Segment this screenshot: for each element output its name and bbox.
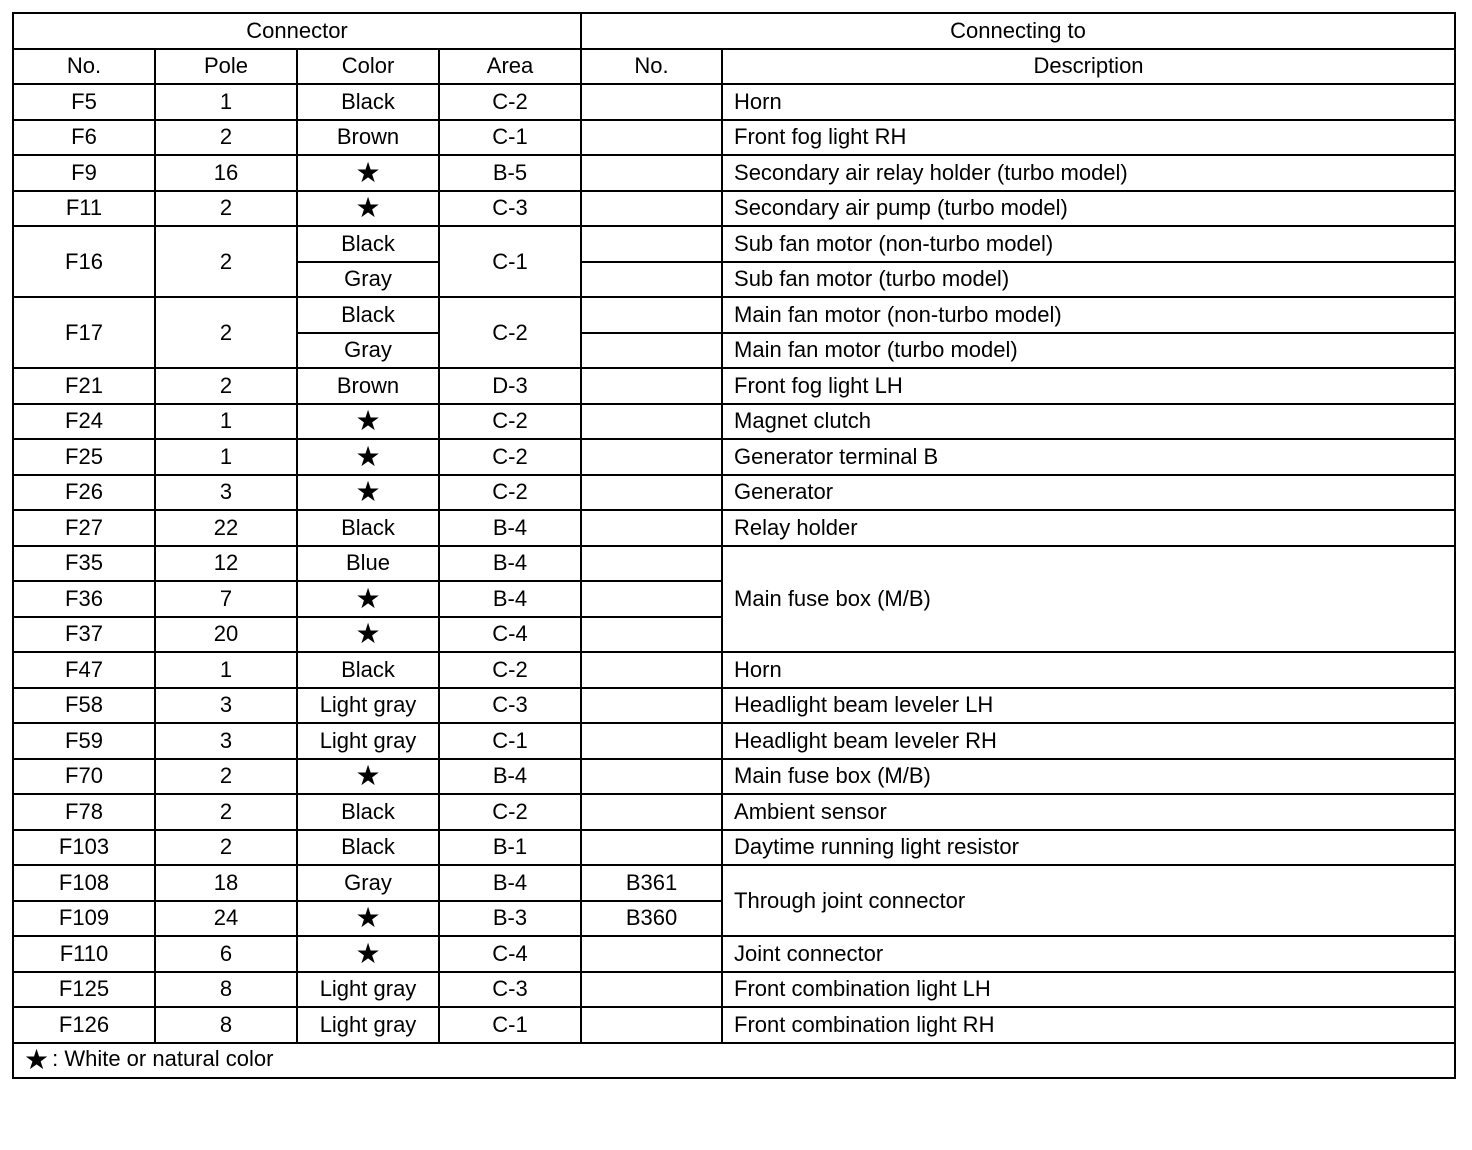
area-cell: C-2 [439,794,581,830]
table-row [13,84,1455,120]
legend [13,1043,1455,1079]
area-cell: B-4 [439,865,581,901]
pole-count: 2 [155,120,297,156]
pole-count: 2 [155,368,297,404]
color-cell: Black [297,510,439,546]
column-header-no: No. [13,49,155,85]
connector-group-header: Connector [13,13,581,49]
area-cell: D-3 [439,368,581,404]
connecting-to-group-header: Connecting to [581,13,1455,49]
area-cell: C-4 [439,936,581,972]
white-star-icon: ★ [297,581,439,617]
pole-count: 2 [155,830,297,866]
connector-no: F47 [13,652,155,688]
area-cell: C-2 [439,404,581,440]
white-star-icon: ★ [297,759,439,795]
description-cell: Horn [722,84,1455,120]
pole-count: 24 [155,901,297,937]
connector-no: F17 [13,297,155,368]
pole-count: 8 [155,972,297,1008]
connector-no: F58 [13,688,155,724]
pole-count: 20 [155,617,297,653]
connecting-no [581,262,722,298]
connector-no: F36 [13,581,155,617]
description-cell: Headlight beam leveler RH [722,723,1455,759]
pole-count: 1 [155,652,297,688]
table-row [13,404,1455,440]
area-cell: C-2 [439,84,581,120]
white-star-icon: ★ [297,936,439,972]
connecting-no [581,759,722,795]
description-cell: Front combination light LH [722,972,1455,1008]
table-row [13,865,1455,901]
column-header-description: Description [722,49,1455,85]
column-header-color: Color [297,49,439,85]
description-cell: Front fog light LH [722,368,1455,404]
white-star-icon: ★ [297,617,439,653]
color-cell: Black [297,794,439,830]
description-cell: Headlight beam leveler LH [722,688,1455,724]
area-cell: C-1 [439,1007,581,1043]
pole-count: 2 [155,191,297,227]
connector-no: F108 [13,865,155,901]
table-row [13,439,1455,475]
description-cell: Sub fan motor (turbo model) [722,262,1455,298]
area-cell: B-4 [439,759,581,795]
connector-no: F110 [13,936,155,972]
connecting-no [581,297,722,333]
color-cell: Light gray [297,1007,439,1043]
table-row [13,688,1455,724]
white-star-icon: ★ [297,475,439,511]
area-cell: C-2 [439,439,581,475]
description-cell: Horn [722,652,1455,688]
pole-count: 2 [155,226,297,297]
pole-count: 6 [155,936,297,972]
area-cell: C-2 [439,652,581,688]
pole-count: 22 [155,510,297,546]
connecting-no [581,120,722,156]
connector-no: F70 [13,759,155,795]
color-cell: Light gray [297,688,439,724]
connector-no: F125 [13,972,155,1008]
color-cell: Light gray [297,723,439,759]
pole-count: 2 [155,297,297,368]
area-cell: C-2 [439,475,581,511]
connecting-no [581,191,722,227]
connecting-no [581,1007,722,1043]
connector-reference-sheet [12,12,1454,1079]
area-cell: C-1 [439,120,581,156]
color-cell: Black [297,830,439,866]
connector-no: F25 [13,439,155,475]
pole-count: 7 [155,581,297,617]
connector-no: F16 [13,226,155,297]
connector-no: F109 [13,901,155,937]
pole-count: 3 [155,475,297,511]
table-row [13,155,1455,191]
white-star-icon: ★ [297,404,439,440]
pole-count: 2 [155,759,297,795]
connecting-no [581,688,722,724]
area-cell: B-4 [439,546,581,582]
connector-no: F59 [13,723,155,759]
area-cell: B-4 [439,510,581,546]
column-header-row [13,49,1455,85]
pole-count: 8 [155,1007,297,1043]
color-cell: Brown [297,368,439,404]
description-cell: Magnet clutch [722,404,1455,440]
connector-no: F35 [13,546,155,582]
connector-no: F126 [13,1007,155,1043]
connecting-no [581,546,722,582]
connector-no: F26 [13,475,155,511]
color-cell: Gray [297,865,439,901]
color-cell: Light gray [297,972,439,1008]
connector-no: F5 [13,84,155,120]
white-star-icon: ★ [297,155,439,191]
table-row [13,936,1455,972]
connecting-no [581,226,722,262]
table-row [13,830,1455,866]
white-star-icon: ★ [297,191,439,227]
connecting-no [581,404,722,440]
table-row [13,368,1455,404]
area-cell: B-3 [439,901,581,937]
connecting-no [581,84,722,120]
connecting-no [581,333,722,369]
area-cell: C-2 [439,297,581,368]
table-row [13,652,1455,688]
connector-table [12,12,1456,1079]
pole-count: 18 [155,865,297,901]
color-cell: Brown [297,120,439,156]
table-row [13,191,1455,227]
description-cell: Main fan motor (turbo model) [722,333,1455,369]
table-row [13,759,1455,795]
connecting-no [581,794,722,830]
connecting-no: B360 [581,901,722,937]
table-row [13,297,1455,333]
color-cell: Black [297,652,439,688]
legend-text: : White or natural color [52,1046,274,1072]
description-cell: Secondary air relay holder (turbo model) [722,155,1455,191]
legend-row [13,1043,1455,1079]
connector-no: F27 [13,510,155,546]
description-cell: Relay holder [722,510,1455,546]
connector-no: F11 [13,191,155,227]
description-cell: Main fuse box (M/B) [722,759,1455,795]
color-cell: Gray [297,333,439,369]
table-row [13,510,1455,546]
column-header-to-no: No. [581,49,722,85]
description-cell: Joint connector [722,936,1455,972]
description-cell: Main fan motor (non-turbo model) [722,297,1455,333]
table-row [13,794,1455,830]
description-cell: Sub fan motor (non-turbo model) [722,226,1455,262]
pole-count: 16 [155,155,297,191]
column-header-pole: Pole [155,49,297,85]
description-cell: Front fog light RH [722,120,1455,156]
connecting-no [581,439,722,475]
connector-no: F6 [13,120,155,156]
area-cell: C-3 [439,191,581,227]
description-cell: Secondary air pump (turbo model) [722,191,1455,227]
area-cell: C-4 [439,617,581,653]
pole-count: 2 [155,794,297,830]
connector-no: F24 [13,404,155,440]
connecting-no [581,830,722,866]
pole-count: 3 [155,723,297,759]
white-star-icon: ★ [297,439,439,475]
area-cell: B-1 [439,830,581,866]
connecting-no: B361 [581,865,722,901]
table-row [13,475,1455,511]
group-header-row [13,13,1455,49]
area-cell: C-3 [439,688,581,724]
connector-no: F78 [13,794,155,830]
area-cell: C-1 [439,723,581,759]
connecting-no [581,581,722,617]
table-row [13,226,1455,262]
connecting-no [581,723,722,759]
connector-no: F37 [13,617,155,653]
table-row [13,1007,1455,1043]
connecting-no [581,652,722,688]
column-header-area: Area [439,49,581,85]
pole-count: 1 [155,404,297,440]
description-cell: Generator terminal B [722,439,1455,475]
star-icon: ★ [24,1044,50,1076]
description-cell: Main fuse box (M/B) [722,546,1455,653]
pole-count: 1 [155,439,297,475]
connector-no: F21 [13,368,155,404]
color-cell: Blue [297,546,439,582]
connecting-no [581,475,722,511]
color-cell: Black [297,226,439,262]
table-row [13,546,1455,582]
connecting-no [581,972,722,1008]
connector-no: F103 [13,830,155,866]
table-row [13,723,1455,759]
color-cell: Black [297,297,439,333]
table-row [13,972,1455,1008]
color-cell: Gray [297,262,439,298]
description-cell: Through joint connector [722,865,1455,936]
pole-count: 1 [155,84,297,120]
connecting-no [581,617,722,653]
connector-no: F9 [13,155,155,191]
area-cell: C-1 [439,226,581,297]
description-cell: Generator [722,475,1455,511]
white-star-icon: ★ [297,901,439,937]
table-row [13,120,1455,156]
area-cell: B-5 [439,155,581,191]
description-cell: Daytime running light resistor [722,830,1455,866]
connecting-no [581,510,722,546]
description-cell: Ambient sensor [722,794,1455,830]
connecting-no [581,936,722,972]
color-cell: Black [297,84,439,120]
pole-count: 3 [155,688,297,724]
connecting-no [581,155,722,191]
connecting-no [581,368,722,404]
area-cell: B-4 [439,581,581,617]
description-cell: Front combination light RH [722,1007,1455,1043]
pole-count: 12 [155,546,297,582]
area-cell: C-3 [439,972,581,1008]
